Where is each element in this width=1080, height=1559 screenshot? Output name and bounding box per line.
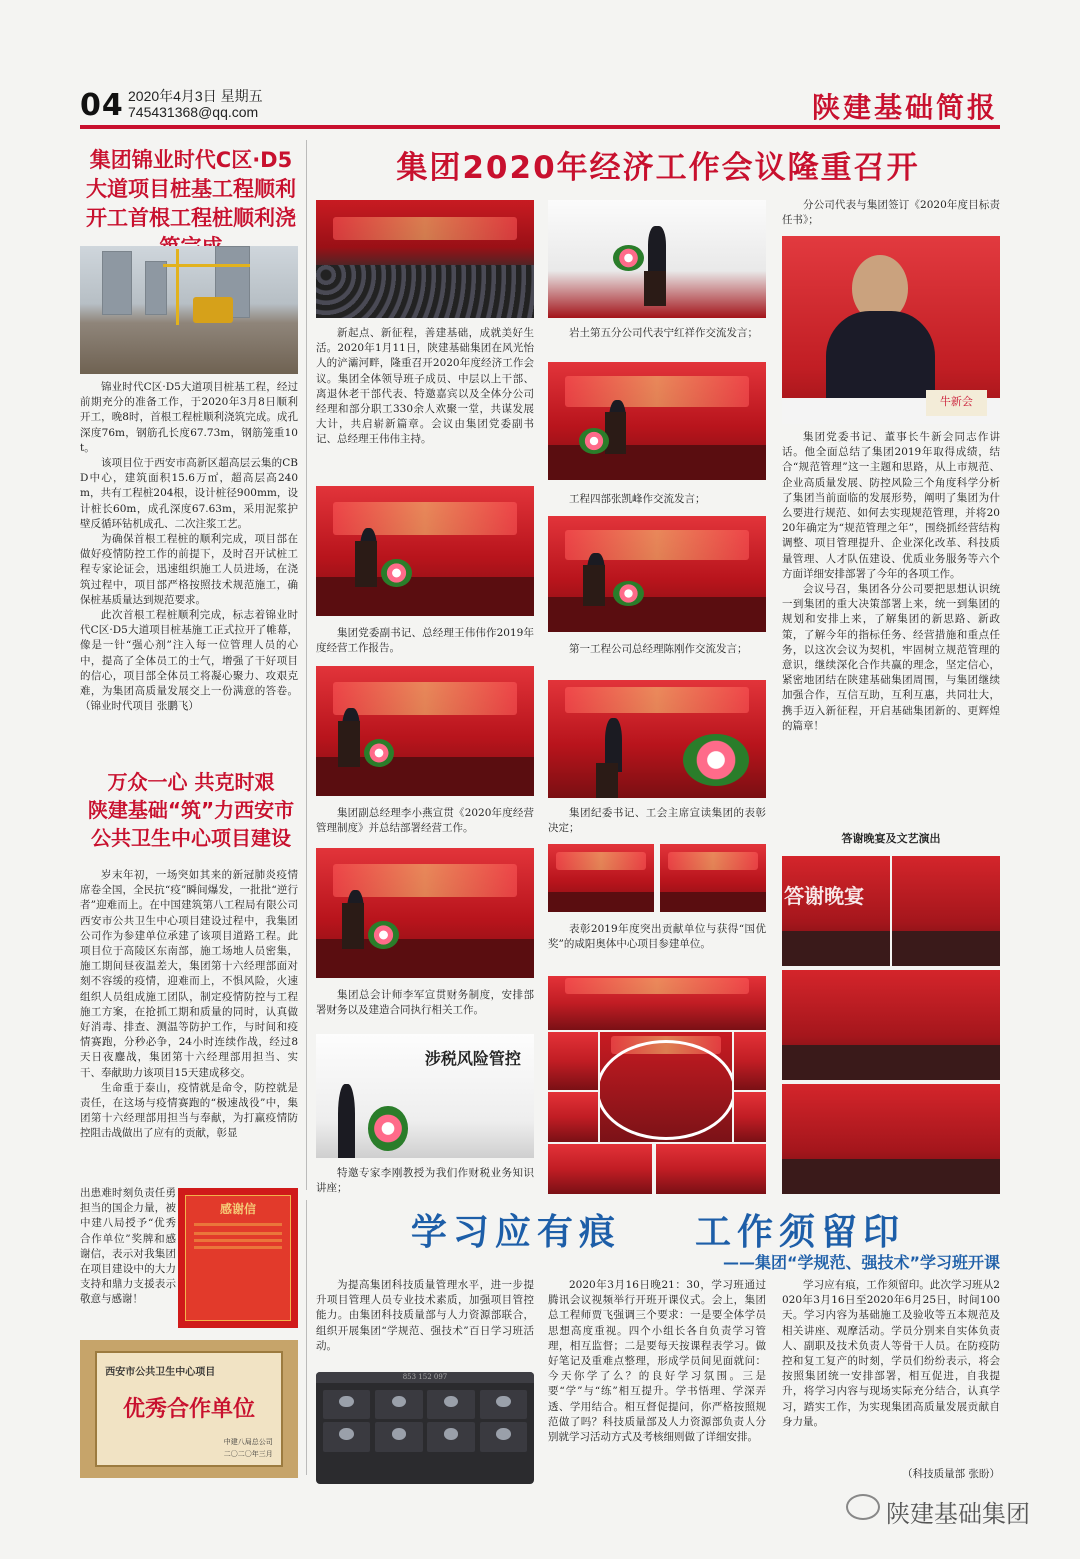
main-headline: 集团2020年经济工作会议隆重召开 [396,150,920,186]
lecture-photo [316,1034,534,1158]
caption-lecture: 特邀专家李刚教授为我们作财税业务知识讲座； [316,1167,534,1195]
speaker-photo-6 [548,516,766,632]
signing-photo-left [548,1032,598,1090]
caption-discipline: 集团纪委书记、工会主席宣读集团的表彰决定； [548,807,766,835]
signing-photo-right [734,1032,766,1090]
chairman-speech: 集团党委书记、董事长牛新会同志作讲话。他全面总结了集团2019年取得成绩，结合“规范管理”这一主题和思路，从上市规范、企业高质量发展、防控风险三个角度科学分析了集团当前面临的发展形势，阐明了集团为什么要进行规范、如何去实现规范管理，并将2020年确定为“规范管理之年”，围绕抓经营结构调整、项目管理提升、企业深化改革、科技质量管理、人才队伍建设、优质业务服务等六个方面详细安排部署了今年的各项工作。 会议号召，集团各分公司要把思想认识统一到集团的重大决策部署上来，统一到集团的规划和安排上来，了解集团的新思路、新政策，了解今年的指标任务、经营措施和重点任务，以这次会议为契机，牢固树立规范管理的意识，继续深化合作共赢的理念，坚定信心，紧密地团结在陕建基础集团周围，与集团继续加强合作，互信互助，互利互惠，共同壮大，携手迈入新征程，开启基础集团新的、更辉煌的篇章！ [782,431,1000,732]
speaker-photo-5 [548,362,766,480]
study-subtitle: ——集团“学规范、强技术”学习班开课 [722,1253,1000,1272]
speaker-photo-4 [548,200,766,318]
speaker-photo-1 [316,486,534,616]
header-rule [80,125,1000,129]
speaker-photo-7 [548,680,766,798]
story1-body: 锦业时代C区·D5大道项目桩基工程，经过前期充分的准备工作，于2020年3月8日顺利开工，晚8时，首根工程桩顺利浇筑完成。成孔深度76m，钢筋孔长度67.73m，钢筋笼重10t。 该项目位于西安市高新区超高层云集的CBD中心，建筑面积15.6万㎡，超高层高240m，共有工程桩204根，设计桩径900mm，设计桩长60m，成孔深度67.63m，采用泥浆护壁反循环钻机成孔、二次注浆工艺。 为确保首根工程桩的顺利完成，项目部在做好疫情防控工作的前提下，及时召开试桩工程专家论证会，迅速组织施工人员进场，在浇筑过程中，项目部严格按照技术规范施工，确保桩基质量达到规范要求。 此次首根工程桩顺利完成，标志着锦业时代C区·D5大道项目桩基施工正式拉开了帷幕，像是一针“强心剂”注入每一位管理人员的心中，提高了全体员工的士气，增强了干好项目的信心，项目部全体员工将凝心聚力、攻艰克难，为集团高质量发展交上一份满意的答卷。（锦业时代项目 张鹏飞） [80,381,298,713]
study-col1: 为提高集团科技质量管理水平，进一步提升项目管理人员专业技术素质，加强项目管控能力。由集团科技质量部与人力资源部联合，组织开展集团“学规范、强技术”百日学习班活动。 [316,1279,534,1352]
award-photo-2 [660,844,766,912]
story2-title: 万众一心 共克时艰 陕建基础“筑”力西安市公共卫生中心项目建设 [87,770,295,850]
gala-photo-4 [782,1084,1000,1194]
speaker-photo-3 [316,848,534,978]
signing-photo-b2 [656,1144,766,1194]
signing-photo-top [548,976,766,1030]
wechat-icon [846,1494,880,1520]
signing-photo-center [600,1032,732,1142]
thank-you-letter: 感谢信 [178,1188,298,1328]
column-divider [306,1200,307,1475]
caption-geotech: 岩土第五分公司代表宁红祥作交流发言； [569,327,758,339]
story2-body: 岁末年初，一场突如其来的新冠肺炎疫情席卷全国，全民抗“疫”瞬间爆发，一批批“逆行者”迎难而上。在中国建筑第八工程局有限公司西安市公共卫生中心项目建设过程中，我集团公司作为参建单位承建了该项目道路工程。此项目位于高陵区东南部，施工场地人员密集，施工期间昼夜温差大，集团第十六经理部面对刻不容缓的疫情，迎难而上，不惧风险，火速组织人员组成施工团队，制定疫情防控与工程施工方案，在抢抓工期和质量的同时，认真做好消毒、排查、测温等防护工作，与时间和疫情赛跑，分秒必争，24小时连续作战，经过8天日夜鏖战，集团第十六经理部用担当、实干、奉献助力该项目15天建成移交。 生命重于泰山，疫情就是命令，防控就是责任，在这场与疫情赛跑的“极速战役”中，集团第十六经理部用担当与奉献，为打赢疫情防控阻击战做出了应有的贡献，彰显 [80,869,298,1140]
signing-photo-b1 [548,1144,652,1194]
page-number: 04 [80,88,124,123]
caption-report: 集团党委副书记、总经理王伟伟作2019年度经营工作报告。 [316,627,534,655]
speaker-photo-2 [316,666,534,796]
caption-finance: 集团总会计师李军宣贯财务制度，安排部署财务以及建造合同执行相关工作。 [316,989,534,1017]
column-divider [306,140,307,1190]
name-plate: 牛新会 [926,390,987,416]
contact-email: 745431368@qq.com [128,104,259,120]
caption-eng4: 工程四部张凯峰作交流发言； [569,493,706,505]
study-col3: 学习应有痕，工作须留印。此次学习班从2020年3月16日至2020年6月25日，时间100天。学习内容为基础施工及验收等五本规范及相关讲座、观摩活动。学员分别来自实体负责人、副职及技术负责人等骨干人员。在防疫防控和复工复产的时刻，学员们纷纷表示，将会按照集团统一安排部署，相互促进，自我提升，将学习内容与现场实际充分结合，认真学习，踏实工作，为实现集团高质量发展贡献自身力量。 [782,1279,1000,1428]
meeting-intro: 新起点、新征程，善建基础，成就美好生活。2020年1月11日，陕建基础集团在风光怡人的浐灞河畔，隆重召开2020年度经济工作会议。集团全体领导班子成员、中层以上干部、离退休老干部代表、特邀嘉宾以及全体分公司经理和部分职工330余人欢聚一堂，共谋发展大计，共启崭新篇章。会议由集团党委副书记、总经理王伟伟主持。 [316,327,534,446]
issue-date: 2020年4月3日 星期五 [128,88,263,104]
caption-signing: 分公司代表与集团签订《2020年度目标责任书》； [782,199,1000,227]
study-col2: 2020年3月16日晚21：30，学习班通过腾讯会议视频举行开班开课仪式。会上，集团总工程师贾飞强调三个要求：一是要全体学员思想高度重视。四个小组长各自负责学习管理，相互监督；二是要每天按课程表学习。做好笔记及重难点整理，形成学员间见面就问：今天你学了么？的良好学习氛围。三是要“学”与“练”相互提升。学书悟理、学深弄透、学用结合。相互督促提问，你严格按照规范做了吗？科技质量部及人力资源部负责人分别就学习活动方式及考核细则做了详细安排。 [548,1279,766,1444]
video-meeting-screenshot: 853 152 097 [316,1372,534,1484]
signing-photo-bl [548,1092,598,1142]
gala-photo-3 [782,970,1000,1080]
caption-eng1: 第一工程公司总经理陈刚作交流发言； [569,643,748,655]
story2-body-cont: 出患难时刻负责任勇担当的国企力量，被中建八局授予“优秀合作单位”奖牌和感谢信，表示对我集团在项目建设中的大力支持和鼎力支援表示敬意与感谢！ [80,1187,176,1306]
study-signature: （科技质量部 张盼） [902,1468,1000,1480]
award-photo-1 [548,844,654,912]
gala-title: 答谢晚宴及文艺演出 [841,832,941,845]
gala-photo-2 [892,856,1000,966]
tax-risk-slide: 涉税风险管控 [424,1049,521,1069]
caption-awards: 表彰2019年度突出贡献单位与获得“国优奖”的咸阳奥体中心项目参建单位。 [548,923,766,951]
watermark-text: 陕建基础集团 [886,1500,1030,1528]
caption-management: 集团副总经理李小燕宣贯《2020年度经营管理制度》并总结部署经营工作。 [316,807,534,835]
story1-title: 集团锦业时代C区·D5大道项目桩基工程顺利开工首根工程桩顺利浇 [86,148,296,230]
study-headline: 学习应有痕 工作须留印 [410,1211,906,1253]
site-photo [80,246,298,374]
signing-photo-br [734,1092,766,1142]
chairman-photo [782,236,1000,424]
newspaper-brand: 陕建基础简报 [811,91,998,124]
gala-photo-1: 答谢晚宴 [782,856,890,966]
conference-hall-photo [316,200,534,318]
award-plaque: 西安市公共卫生中心项目 优秀合作单位 中建八局总公司 二〇二〇年三月 [80,1340,298,1478]
